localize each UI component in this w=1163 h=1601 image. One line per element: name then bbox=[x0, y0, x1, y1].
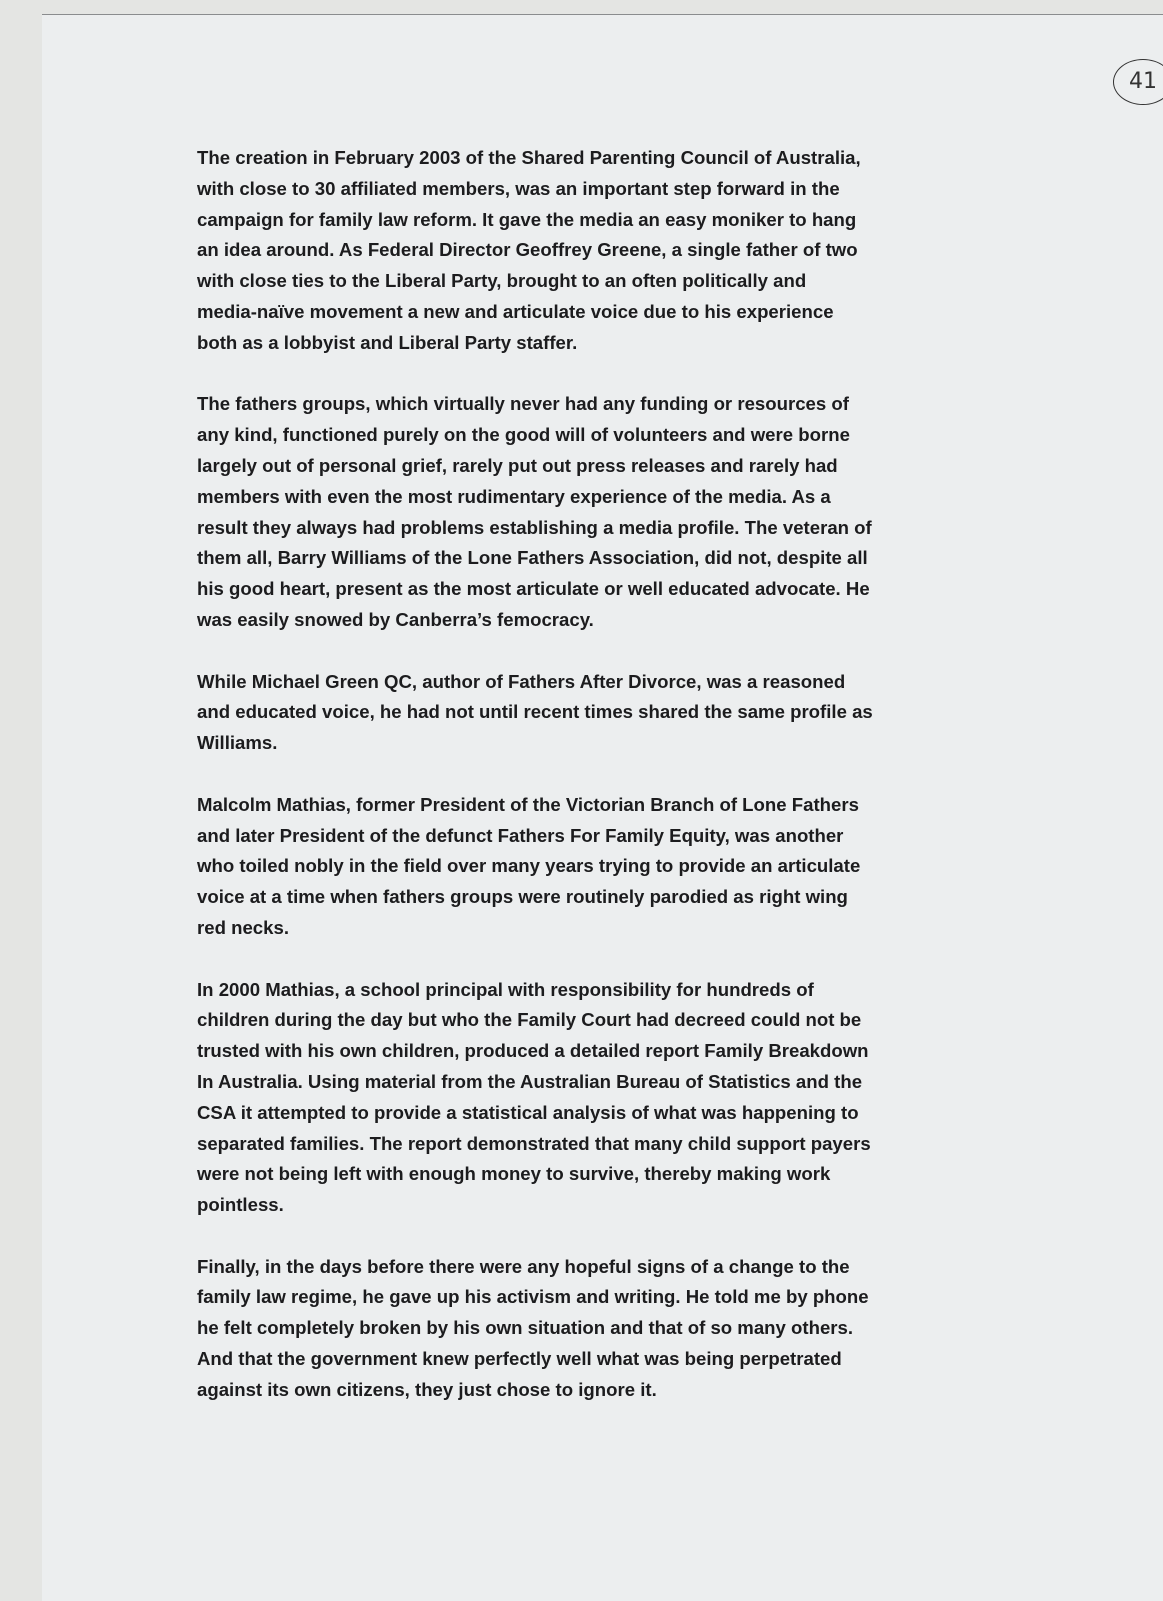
text-line: Williams. bbox=[197, 732, 278, 754]
text-line: largely out of personal grief, rarely put out press releases and rarely had bbox=[197, 454, 838, 476]
text-line: children during the day but who the Family Court had decreed could not be bbox=[197, 1009, 862, 1031]
text-line: with close ties to the Liberal Party, brought to an often politically and bbox=[197, 270, 807, 292]
text-line: trusted with his own children, produced a detailed report Family Breakdown bbox=[197, 1040, 869, 1062]
text-line: Malcolm Mathias, former President of the Victorian Branch of Lone Fathers bbox=[197, 793, 859, 815]
text-line: and educated voice, he had not until recent times shared the same profile as bbox=[197, 701, 873, 723]
text-line: an idea around. As Federal Director Geoffrey Greene, a single father of two bbox=[197, 239, 858, 261]
text-line: and later President of the defunct Fathers For Family Equity, was another bbox=[197, 824, 844, 846]
text-line: red necks. bbox=[197, 916, 289, 938]
text-line: with close to 30 affiliated members, was an important step forward in the bbox=[197, 177, 840, 199]
paragraph bbox=[197, 143, 1037, 359]
text-line: voice at a time when fathers groups were routinely parodied as right wing bbox=[197, 886, 848, 908]
text-line: his good heart, present as the most articulate or well educated advocate. He bbox=[197, 578, 870, 600]
text-line: In 2000 Mathias, a school principal with responsibility for hundreds of bbox=[197, 978, 814, 1000]
text-line: result they always had problems establishing a media profile. The veteran of bbox=[197, 516, 872, 538]
text-line: was easily snowed by Canberra’s femocracy. bbox=[197, 608, 594, 630]
paragraph-gap bbox=[197, 636, 1037, 667]
text-line: who toiled nobly in the field over many years trying to provide an articulate bbox=[197, 855, 861, 877]
text-line: The fathers groups, which virtually never had any funding or resources of bbox=[197, 393, 849, 415]
text-line: were not being left with enough money to survive, thereby making work bbox=[197, 1163, 831, 1185]
paragraph bbox=[197, 975, 1037, 1221]
text-line: CSA it attempted to provide a statistical analysis of what was happening to bbox=[197, 1101, 859, 1123]
text-line: And that the government knew perfectly well what was being perpetrated bbox=[197, 1348, 842, 1370]
document-body bbox=[197, 143, 1037, 1406]
text-line: The creation in February 2003 of the Shared Parenting Council of Australia, bbox=[197, 147, 861, 168]
text-line: family law regime, he gave up his activism and writing. He told me by phone bbox=[197, 1286, 869, 1308]
text-line: While Michael Green QC, author of Fathers After Divorce, was a reasoned bbox=[197, 670, 846, 692]
paragraph-gap bbox=[197, 359, 1037, 390]
paragraph-gap bbox=[197, 1221, 1037, 1252]
text-line: In Australia. Using material from the Australian Bureau of Statistics and the bbox=[197, 1070, 863, 1092]
text-line: against its own citizens, they just chose to ignore it. bbox=[197, 1378, 657, 1400]
paragraph bbox=[197, 790, 1037, 944]
text-line: Finally, in the days before there were any hopeful signs of a change to the bbox=[197, 1255, 850, 1277]
text-line: separated families. The report demonstrated that many child support payers bbox=[197, 1132, 871, 1154]
paragraph bbox=[197, 389, 1037, 635]
text-line: campaign for family law reform. It gave the media an easy moniker to hang bbox=[197, 208, 857, 230]
text-line: any kind, functioned purely on the good will of volunteers and were borne bbox=[197, 424, 850, 446]
text-line: both as a lobbyist and Liberal Party staffer. bbox=[197, 331, 578, 353]
paragraph bbox=[197, 667, 1037, 759]
text-line: media-naïve movement a new and articulate voice due to his experience bbox=[197, 300, 834, 322]
paragraph-gap bbox=[197, 759, 1037, 790]
text-line: members with even the most rudimentary experience of the media. As a bbox=[197, 485, 831, 507]
text-line: them all, Barry Williams of the Lone Fathers Association, did not, despite all bbox=[197, 547, 868, 569]
text-line: pointless. bbox=[197, 1194, 284, 1216]
paragraph bbox=[197, 1252, 1037, 1406]
page-number: 41 bbox=[1113, 59, 1163, 105]
paragraph-gap bbox=[197, 944, 1037, 975]
text-line: he felt completely broken by his own situation and that of so many others. bbox=[197, 1317, 854, 1339]
